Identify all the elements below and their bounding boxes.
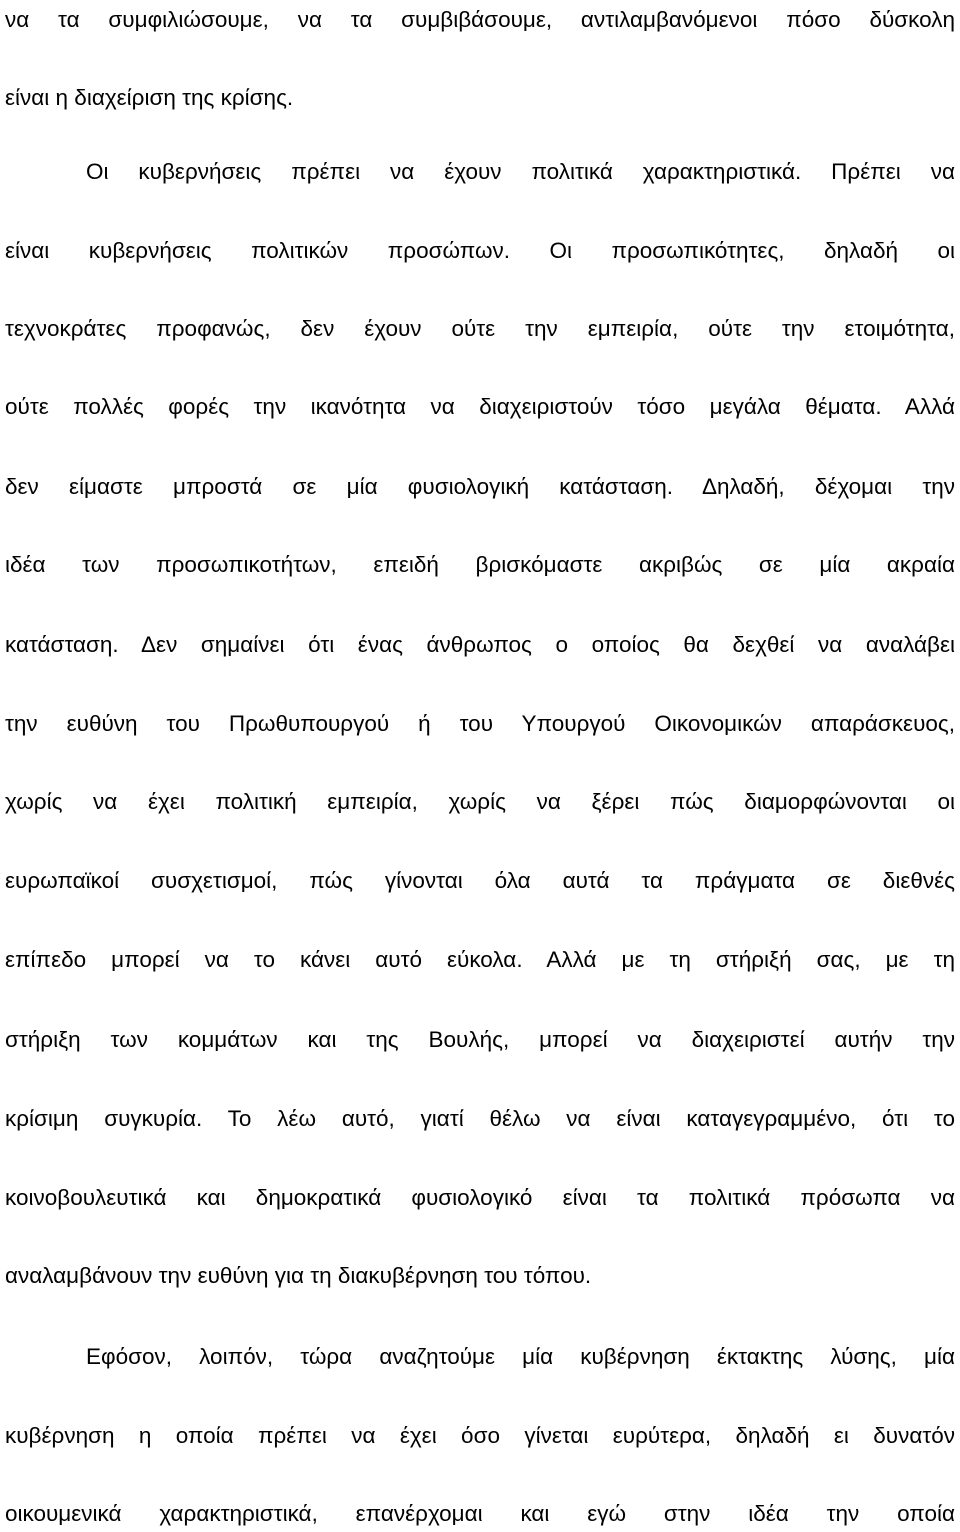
text-line: είναι κυβερνήσεις πολιτικών προσώπων. Οι προσωπικότητες, δηλαδή οι [5, 238, 955, 263]
text-line: Οι κυβερνήσεις πρέπει να έχουν πολιτικά χαρακτηριστικά. Πρέπει να [86, 159, 955, 184]
text-line: Εφόσον, λοιπόν, τώρα αναζητούμε μία κυβέρνηση έκτακτης λύσης, μία [86, 1344, 955, 1369]
text-line: κρίσιμη συγκυρία. Το λέω αυτό, γιατί θέλω να είναι καταγεγραμμένο, ότι το [5, 1106, 955, 1131]
text-line: είναι η διαχείριση της κρίσης. [5, 85, 294, 110]
text-line: στήριξη των κομμάτων και της Βουλής, μπορεί να διαχειριστεί αυτήν την [5, 1027, 955, 1052]
text-line: αναλαμβάνουν την ευθύνη για τη διακυβέρνηση του τόπου. [5, 1263, 592, 1288]
text-line: οικουμενικά χαρακτηριστικά, επανέρχομαι και εγώ στην ιδέα την οποία [5, 1501, 955, 1526]
text-line: επίπεδο μπορεί να το κάνει αυτό εύκολα. Αλλά με τη στήριξή σας, με τη [5, 947, 955, 972]
text-line: τεχνοκράτες προφανώς, δεν έχουν ούτε την εμπειρία, ούτε την ετοιμότητα, [5, 316, 955, 341]
text-line: κοινοβουλευτικά και δημοκρατικά φυσιολογικό είναι τα πολιτικά πρόσωπα να [5, 1185, 955, 1210]
text-line: δεν είμαστε μπροστά σε μία φυσιολογική κατάσταση. Δηλαδή, δέχομαι την [5, 474, 955, 499]
text-line: να τα συμφιλιώσουμε, να τα συμβιβάσουμε, αντιλαμβανόμενοι πόσο δύσκολη [5, 7, 955, 32]
text-line: χωρίς να έχει πολιτική εμπειρία, χωρίς να ξέρει πώς διαμορφώνονται οι [5, 789, 955, 814]
text-line: ευρωπαϊκοί συσχετισμοί, πώς γίνονται όλα αυτά τα πράγματα σε διεθνές [5, 868, 955, 893]
text-line: ιδέα των προσωπικοτήτων, επειδή βρισκόμαστε ακριβώς σε μία ακραία [5, 552, 955, 577]
text-line: ούτε πολλές φορές την ικανότητα να διαχειριστούν τόσο μεγάλα θέματα. Αλλά [5, 394, 955, 419]
text-line: κατάσταση. Δεν σημαίνει ότι ένας άνθρωπος ο οποίος θα δεχθεί να αναλάβει [5, 632, 955, 657]
text-line: την ευθύνη του Πρωθυπουργού ή του Υπουργού Οικονομικών απαράσκευος, [5, 711, 955, 736]
text-line: κυβέρνηση η οποία πρέπει να έχει όσο γίνεται ευρύτερα, δηλαδή ει δυνατόν [5, 1423, 955, 1448]
